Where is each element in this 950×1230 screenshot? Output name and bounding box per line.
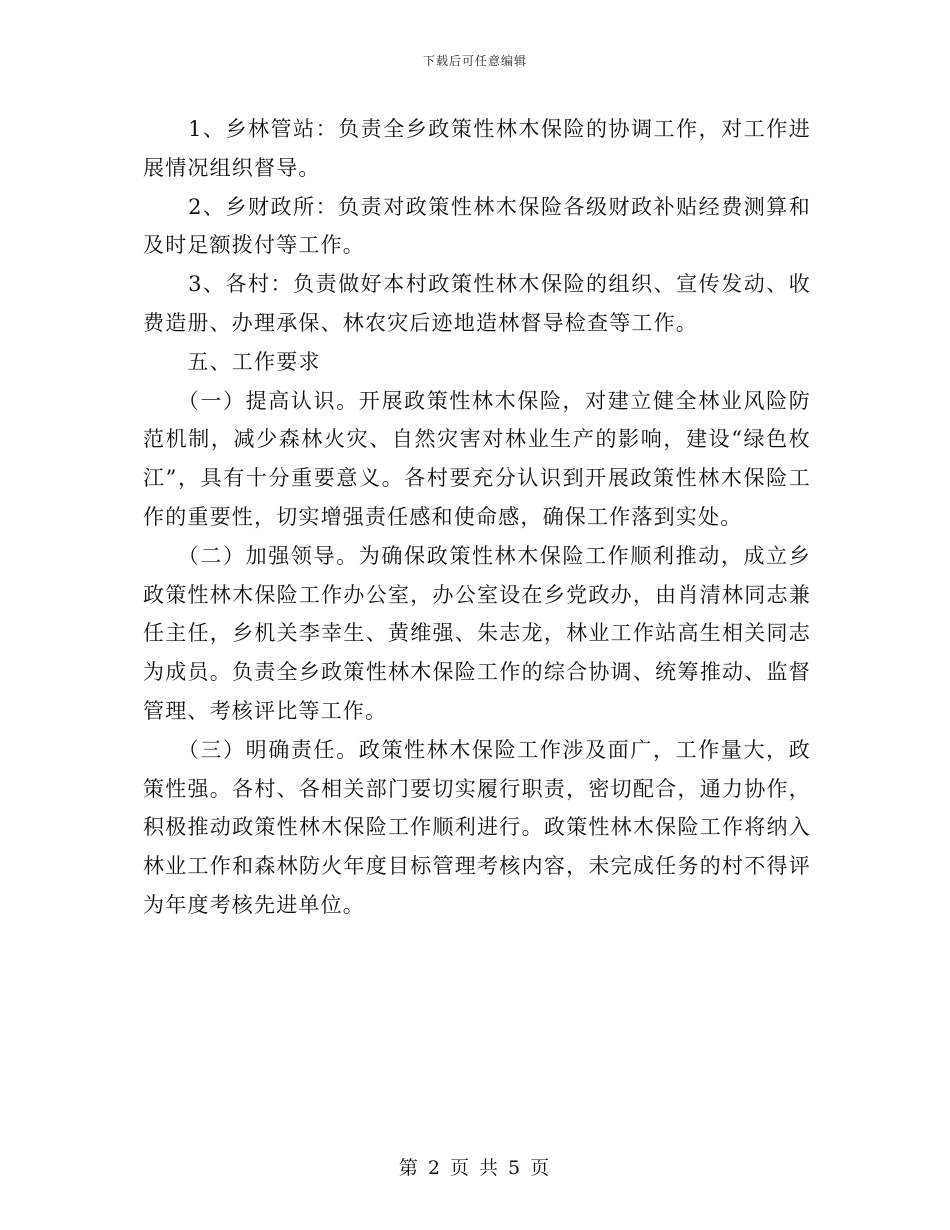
paragraph-duty-forestry-station: 1、乡林管站：负责全乡政策性林木保险的协调工作，对工作进展情况组织督导。 [143,117,811,180]
paragraph-raise-awareness: （一）提高认识。开展政策性林木保险，对建立健全林业风险防范机制，减少森林火灾、自然灾害对林业生产的影响，建设“绿色枚江”，具有十分重要意义。各村要充分认识到开展政策性林木保险工作的重要性，切实增强责任感和使命感，确保工作落到实处。 [143,388,811,529]
paragraph-strengthen-leadership: （二）加强领导。为确保政策性林木保险工作顺利推动，成立乡政策性林木保险工作办公室，办公室设在乡党政办，由肖清林同志兼任主任，乡机关李幸生、黄维强、朱志龙，林业工作站高生相关同志为成员。负责全乡政策性林木保险工作的综合协调、统筹推动、监督管理、考核评比等工作。 [143,543,811,723]
document-body [143,110,811,925]
page-header: 下载后可任意编辑 [422,54,527,68]
paragraph-duty-finance-office: 2、乡财政所：负责对政策性林木保险各级财政补贴经费测算和及时足额拨付等工作。 [143,194,811,258]
page-number: 第 2 页 共 5 页 [398,1157,552,1179]
paragraph-clarify-responsibility: （三）明确责任。政策性林木保险工作涉及面广，工作量大，政策性强。各村、各相关部门要切实履行职责，密切配合，通力协作，积极推动政策性林木保险工作顺利进行。政策性林木保险工作将纳入林业工作和森林防火年度目标管理考核内容，未完成任务的村不得评为年度考核先进单位。 [143,737,811,917]
paragraph-duty-villages: 3、各村：负责做好本村政策性林木保险的组织、宣传发动、收费造册、办理承保、林农灾后迹地造林督导检查等工作。 [143,272,811,335]
section-heading-work-requirements: 五、工作要求 [143,349,321,374]
